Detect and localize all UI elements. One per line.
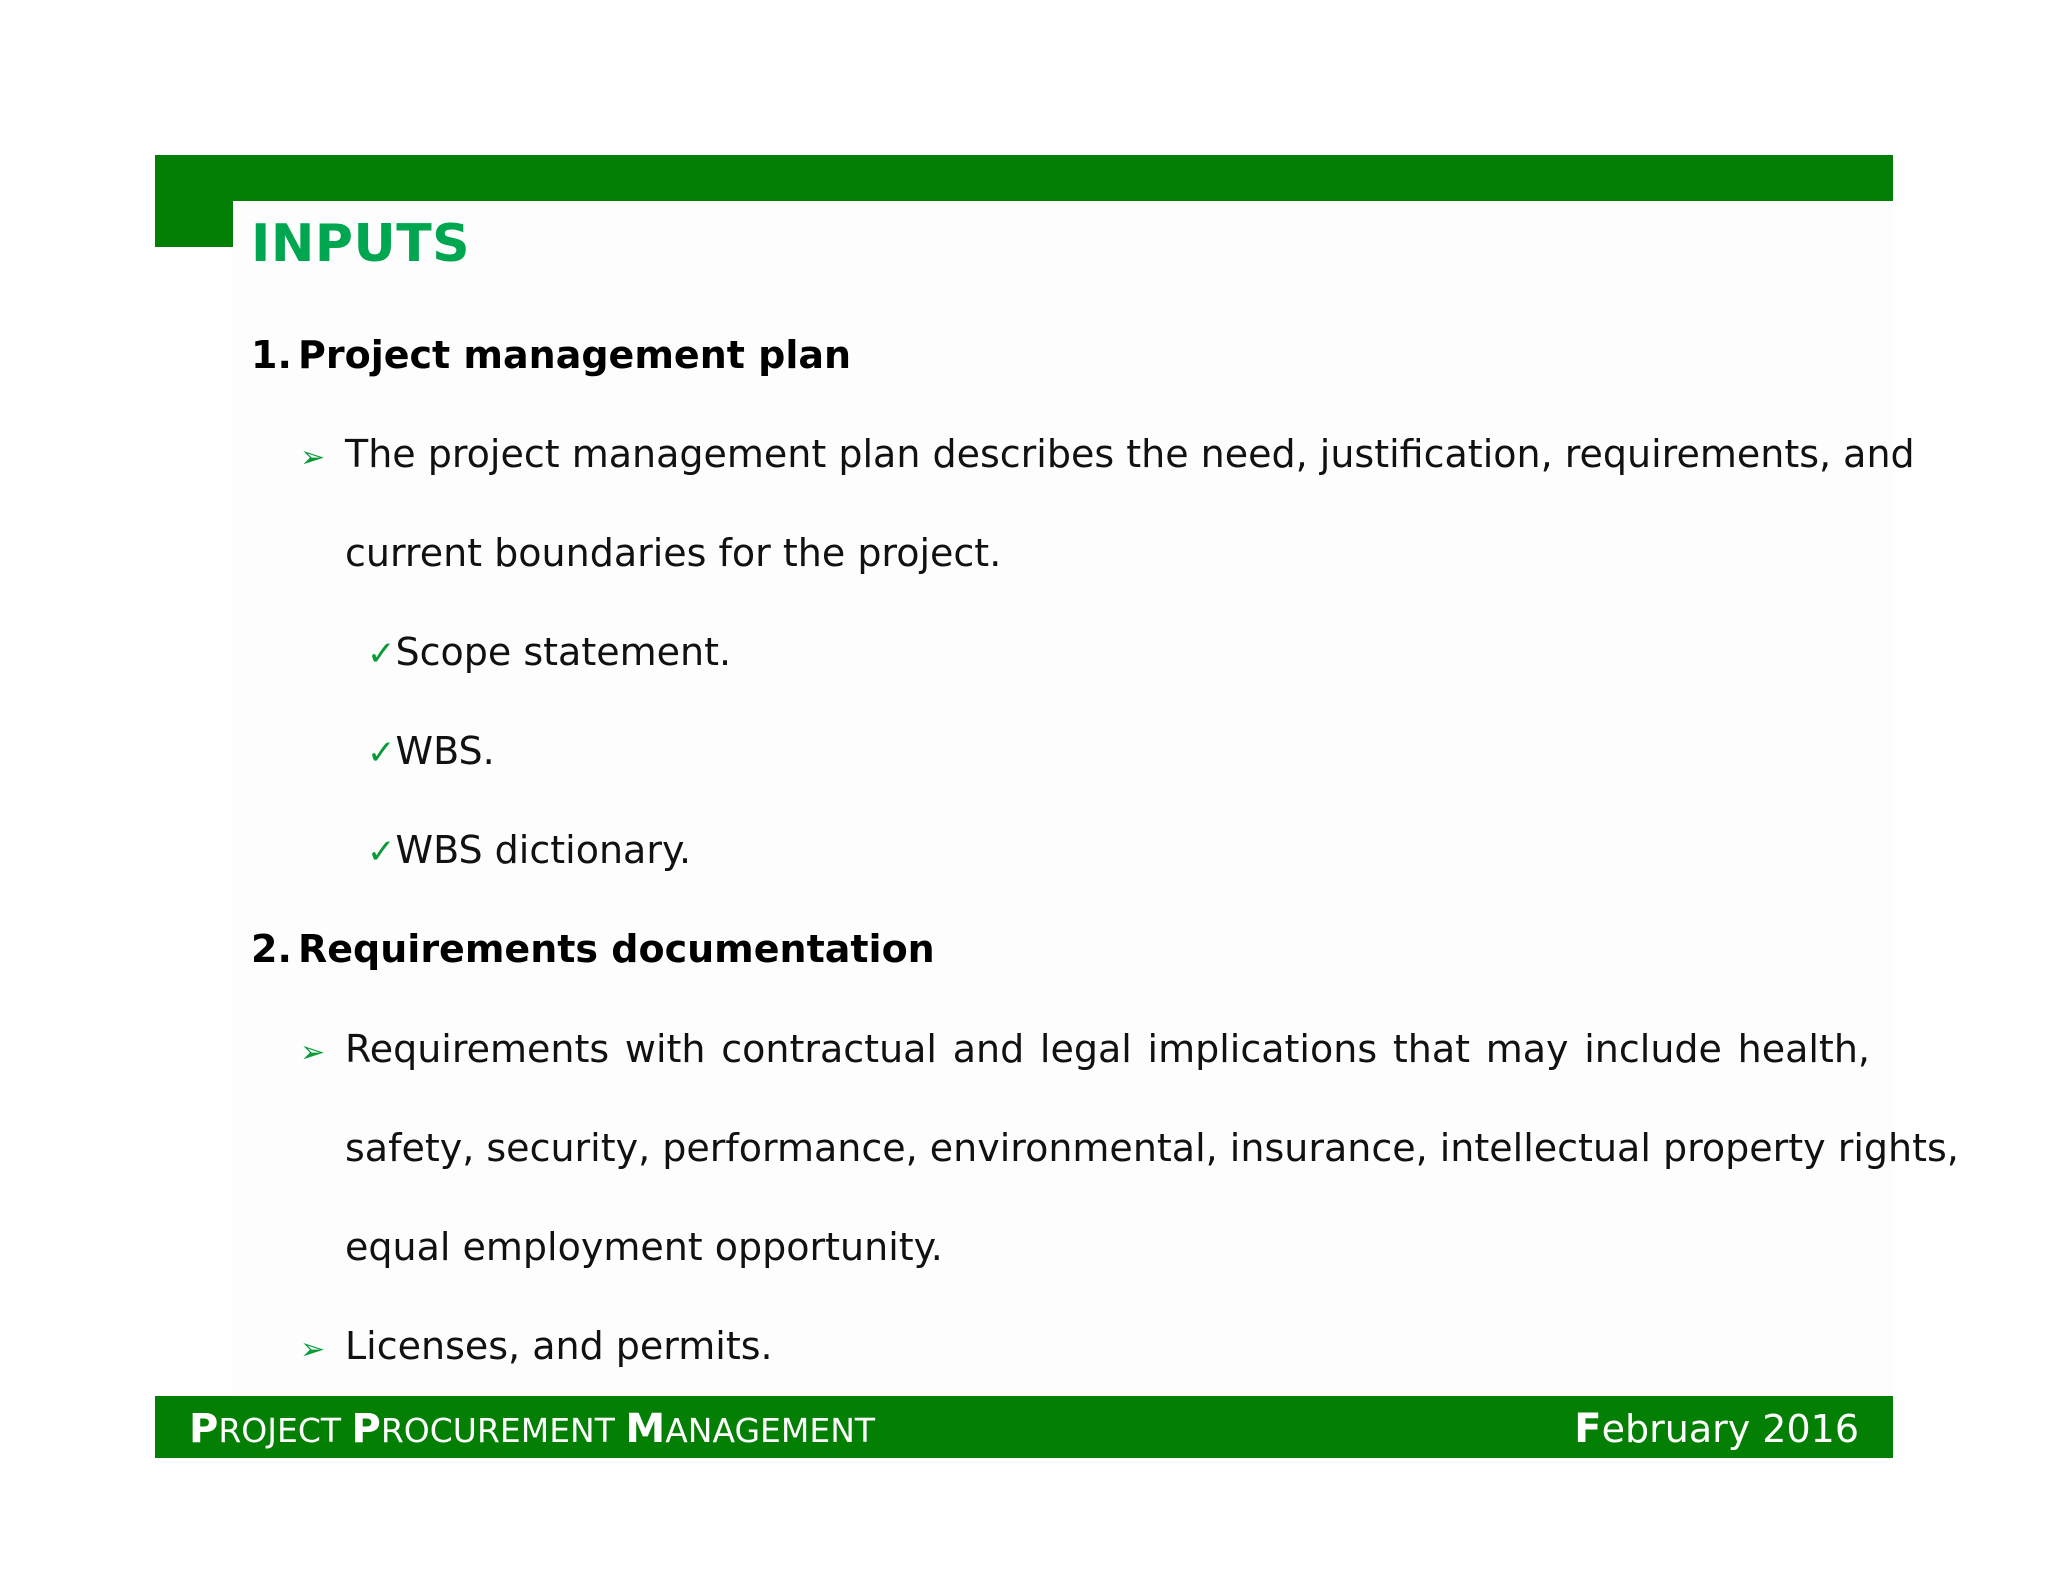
arrow-bullet-icon: ➢: [300, 440, 326, 475]
footer-band: [155, 1396, 1893, 1458]
footer-title: [189, 1406, 875, 1452]
footer-date-text: ebruary 2016: [1601, 1407, 1859, 1451]
section-heading-1: [251, 333, 851, 377]
section-heading-text: Project management plan: [298, 333, 852, 377]
checkmark-icon: ✓: [367, 634, 396, 674]
footer-date: [1574, 1406, 1859, 1452]
footer-word: ANAGEMENT: [665, 1411, 876, 1450]
check-item-text: Scope statement.: [395, 630, 732, 674]
check-item-text: WBS dictionary.: [395, 828, 692, 872]
footer-word: ROCUREMENT: [380, 1411, 626, 1450]
content-panel: [233, 201, 1959, 1396]
arrow-bullet-icon: ➢: [300, 1332, 326, 1367]
check-item-text: WBS.: [395, 729, 495, 773]
footer-initial: M: [625, 1406, 666, 1452]
check-item: [367, 729, 495, 773]
check-item: [367, 630, 731, 674]
footer-initial: P: [189, 1406, 219, 1452]
checkmark-icon: ✓: [367, 832, 396, 872]
bullet-text-line: Licenses, and permits.: [345, 1324, 773, 1368]
header-band-notch: [155, 155, 233, 247]
footer-word: ROJECT: [218, 1411, 352, 1450]
footer-initial: P: [351, 1406, 381, 1452]
bullet-text-line: equal employment opportunity.: [345, 1225, 943, 1269]
bullet-text-line: The project management plan describes the need, justification, requirements, and: [345, 432, 1915, 476]
checkmark-icon: ✓: [367, 733, 396, 773]
section-heading-2: [251, 927, 935, 971]
section-number: 1.: [251, 333, 292, 377]
bullet-text-line: current boundaries for the project.: [345, 531, 1002, 575]
section-number: 2.: [251, 927, 292, 971]
section-heading-text: Requirements documentation: [298, 927, 935, 971]
slide-title: INPUTS: [251, 214, 471, 274]
bullet-text-line: Requirements with contractual and legal implications that may include health,: [345, 1027, 1870, 1071]
footer-initial: F: [1574, 1406, 1602, 1452]
bullet-text-line: safety, security, performance, environmental, insurance, intellectual property rights,: [345, 1126, 1959, 1170]
arrow-bullet-icon: ➢: [300, 1035, 326, 1070]
header-band: [155, 155, 1893, 201]
check-item: [367, 828, 691, 872]
